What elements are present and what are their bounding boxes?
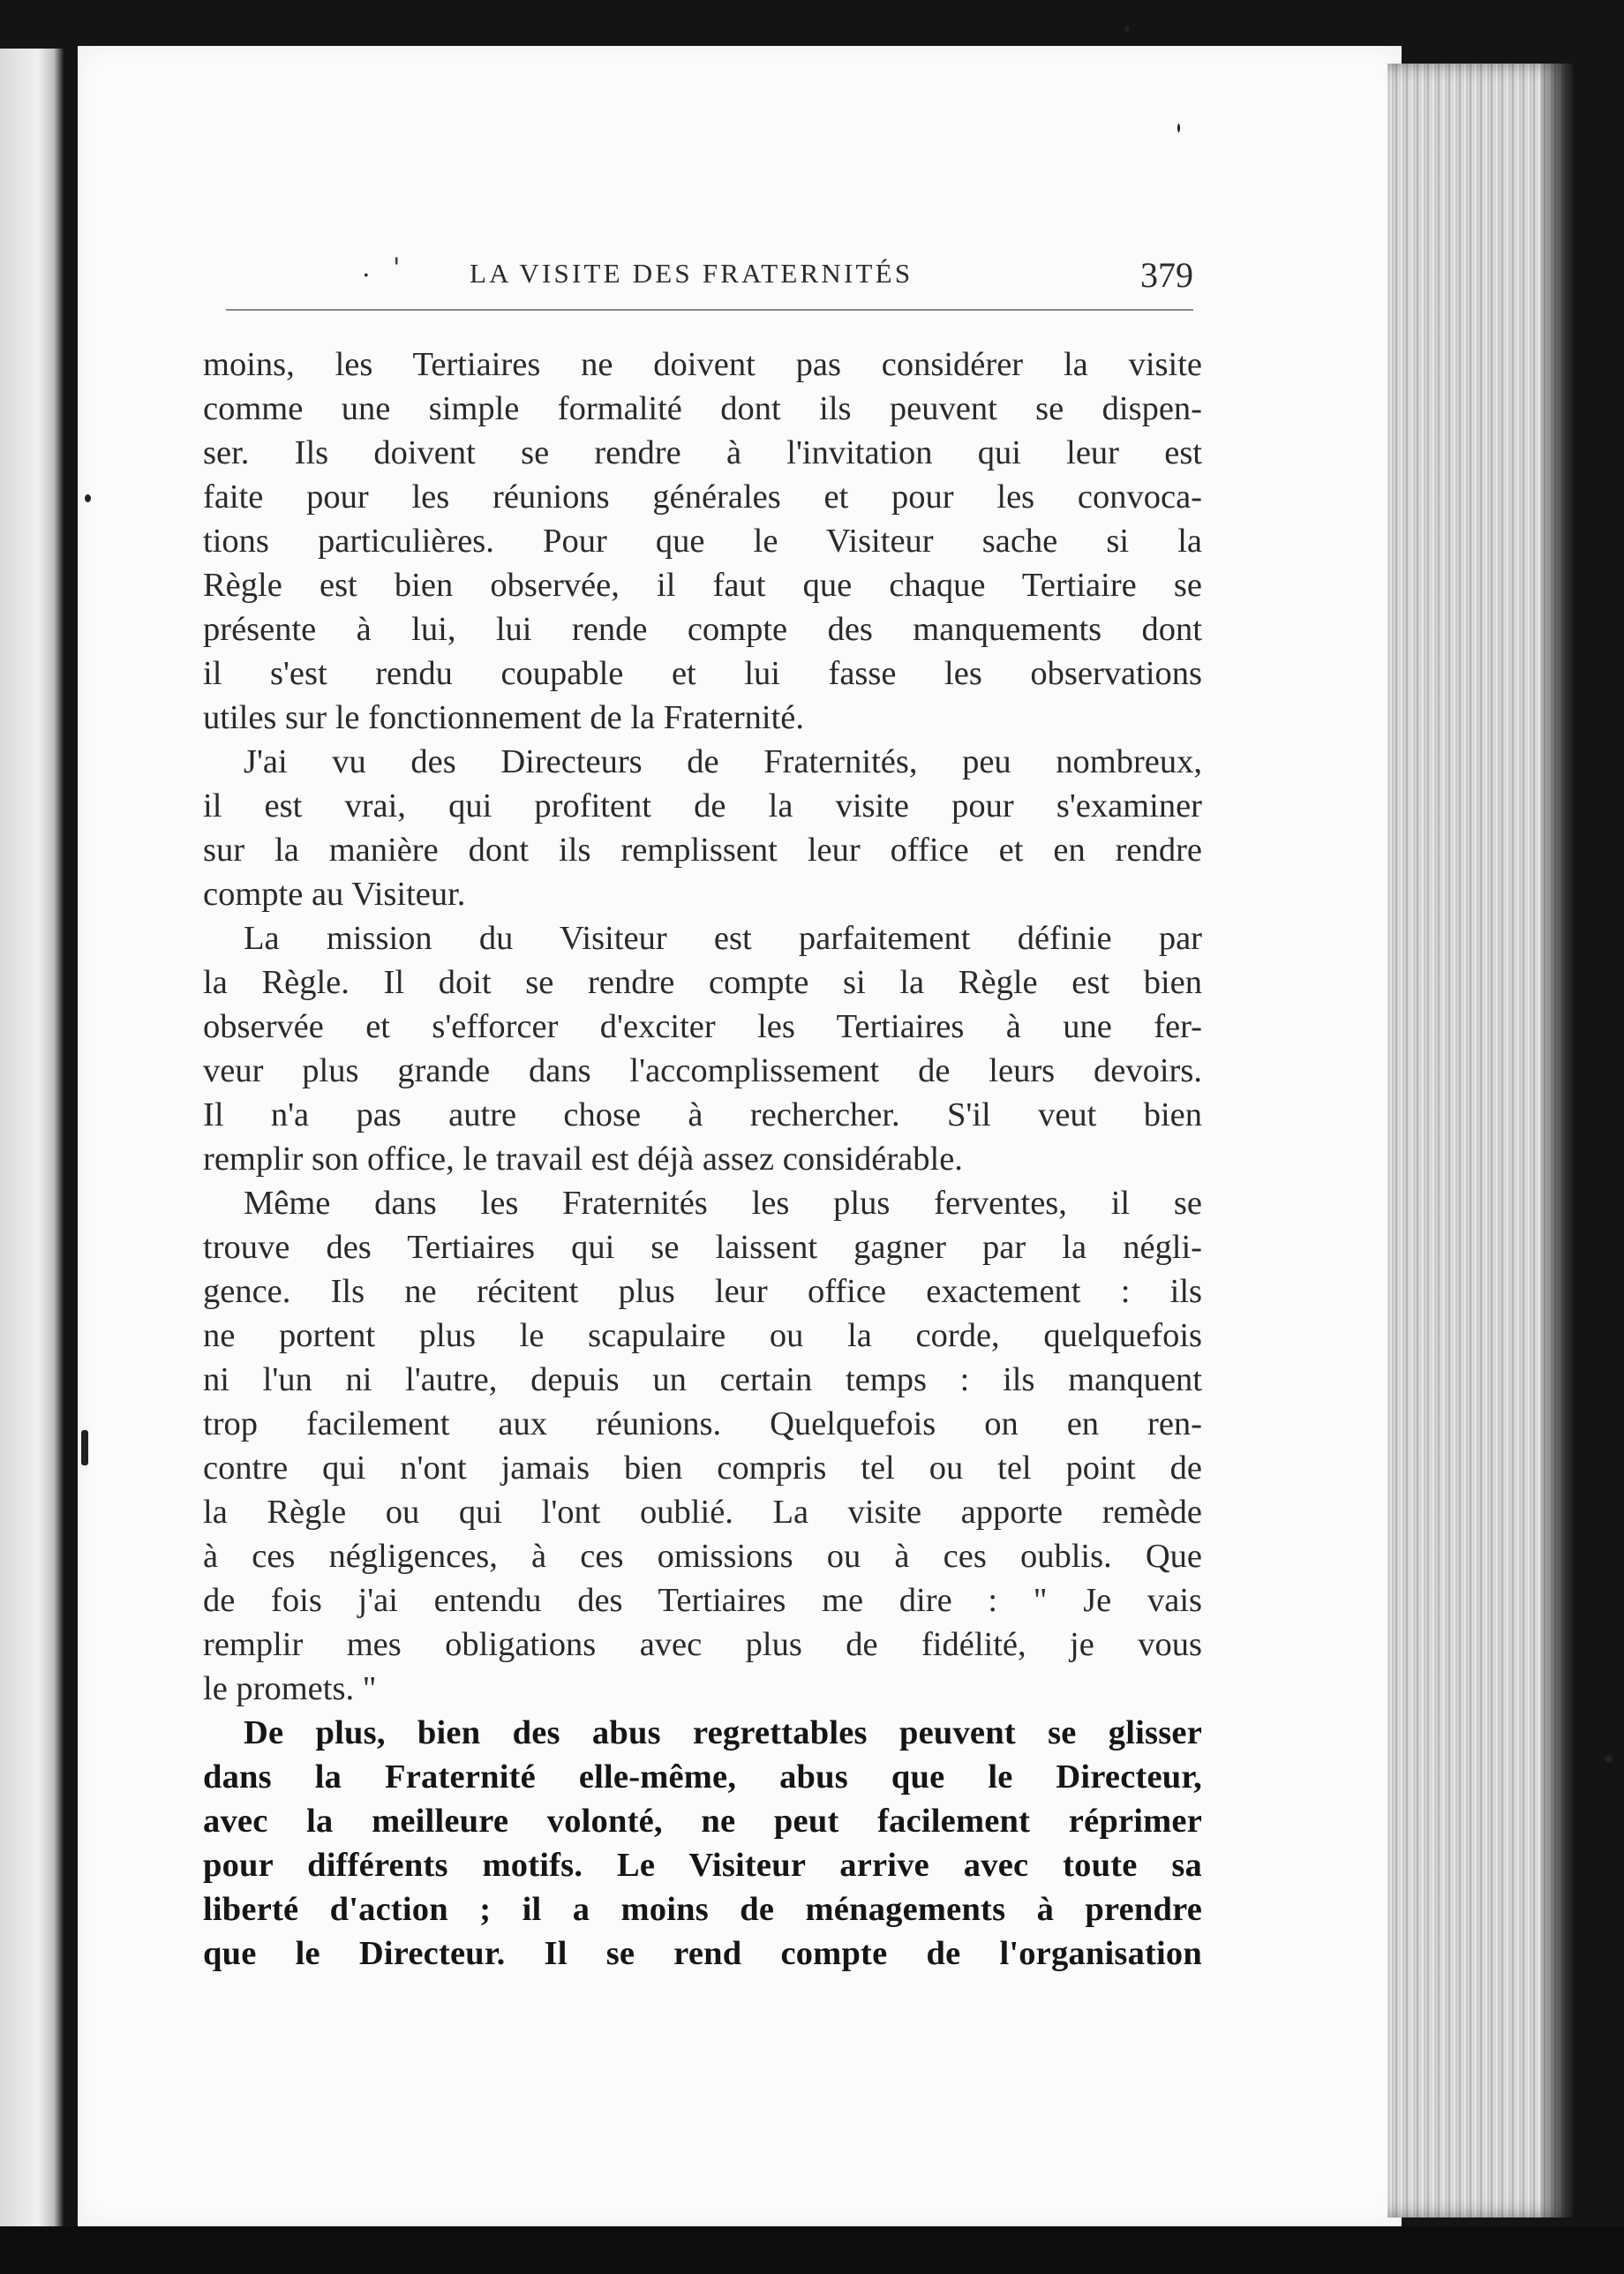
text-line: dans la Fraternité elle-même, abus que le Directeur, [203,1758,1202,1796]
text-line: veur plus grande dans l'accomplissement de leurs devoirs. [203,1052,1202,1089]
text-line: compte au Visiteur. [203,876,466,913]
text-line: il s'est rendu coupable et lui fasse les observations [203,655,1202,692]
text-line: présente à lui, lui rende compte des manquements dont [203,611,1202,648]
text-line: faite pour les réunions générales et pour les convoca- [203,478,1202,516]
scan-bottom-border [0,2226,1624,2274]
page-number: 379 [1140,255,1193,295]
text-line: Il n'a pas autre chose à rechercher. S'il veut bien [203,1096,1202,1133]
text-line: tions particulières. Pour que le Visiteur sache si la [203,523,1202,560]
text-line: remplir son office, le travail est déjà assez considérable. [203,1141,963,1178]
text-line: La mission du Visiteur est parfaitement définie par [244,920,1202,957]
header-marks: . ' [362,252,408,283]
text-line: ne portent plus le scapulaire ou la corde, quelquefois [203,1317,1202,1354]
text-line: Règle est bien observée, il faut que chaque Tertiaire se [203,567,1202,604]
page-stack-edge [1387,64,1573,2218]
running-header [134,252,1199,297]
text-line: remplir mes obligations avec plus de fidélité, je vous [203,1626,1202,1663]
text-line: J'ai vu des Directeurs de Fraternités, peu nombreux, [244,743,1202,780]
text-line: utiles sur le fonctionnement de la Fraternité. [203,699,805,736]
text-line: liberté d'action ; il a moins de ménagements à prendre [203,1891,1202,1928]
scan-speck [85,494,91,502]
header-rule [226,309,1193,311]
text-line: de fois j'ai entendu des Tertiaires me dire : " Je vais [203,1582,1202,1619]
text-line: Même dans les Fraternités les plus ferventes, il se [244,1185,1202,1222]
text-line: comme une simple formalité dont ils peuvent se dispen- [203,390,1202,427]
chapter-title: LA VISITE DES FRATERNITÉS [470,258,914,289]
text-line: De plus, bien des abus regrettables peuvent se glisser [244,1714,1202,1751]
text-line: la Règle. Il doit se rendre compte si la Règle est bien [203,964,1202,1001]
text-line: contre qui n'ont jamais bien compris tel ou tel point de [203,1449,1202,1487]
text-line: à ces négligences, à ces omissions ou à ces oublis. Que [203,1538,1202,1575]
text-line: trouve des Tertiaires qui se laissent gagner par la négli- [203,1229,1202,1266]
text-line: trop facilement aux réunions. Quelquefois on en ren- [203,1405,1202,1442]
text-line: ser. Ils doivent se rendre à l'invitation qui leur est [203,434,1202,471]
text-line: ni l'un ni l'autre, depuis un certain temps : ils manquent [203,1361,1202,1398]
previous-page-edge [0,49,64,2229]
scan-speck [1605,1755,1613,1763]
scan-speck [1124,26,1130,32]
text-line: la Règle ou qui l'ont oublié. La visite apporte remède [203,1494,1202,1531]
text-line: avec la meilleure volonté, ne peut facilement réprimer [203,1803,1202,1840]
text-line: pour différents motifs. Le Visiteur arrive avec toute sa [203,1847,1202,1884]
text-line: gence. Ils ne récitent plus leur office exactement : ils [203,1273,1202,1310]
text-line: le promets. " [203,1670,377,1707]
text-line: que le Directeur. Il se rend compte de l'organisation [203,1935,1202,1972]
text-line: moins, les Tertiaires ne doivent pas considérer la visite [203,346,1202,383]
text-line: observée et s'efforcer d'exciter les Tertiaires à une fer- [203,1008,1202,1045]
text-line: sur la manière dont ils remplissent leur office et en rendre [203,832,1202,869]
text-line: il est vrai, qui profitent de la visite pour s'examiner [203,787,1202,825]
scan-speck [1177,124,1180,132]
scan-speck [81,1430,88,1465]
body-text [203,343,1202,1976]
